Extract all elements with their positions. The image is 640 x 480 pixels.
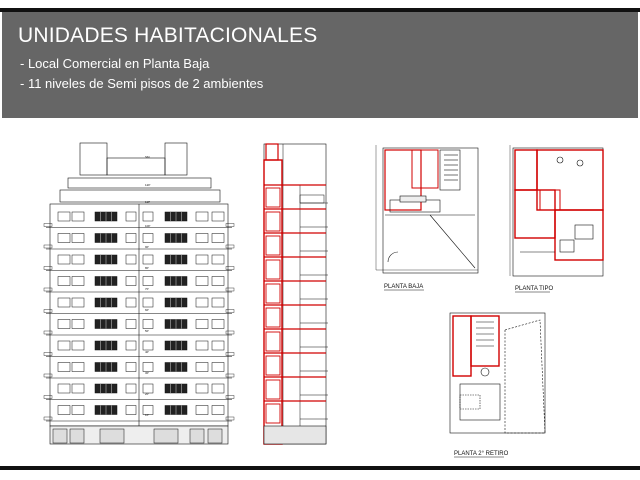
- window: [126, 341, 136, 350]
- window: [126, 255, 136, 264]
- window: [143, 234, 153, 243]
- window: [58, 341, 70, 350]
- ground-floor-plan: [376, 145, 478, 273]
- window: [58, 384, 70, 393]
- balcony: [44, 267, 52, 270]
- window: [72, 384, 84, 393]
- second-retreat-label: PLANTA 2° RETIRO: [454, 451, 509, 457]
- level-label: SM: [145, 155, 150, 159]
- section-stair-cell: [266, 212, 280, 231]
- window: [72, 277, 84, 286]
- front-elevation: [50, 143, 228, 444]
- window: [126, 277, 136, 286]
- window: [58, 255, 70, 264]
- balcony: [226, 353, 234, 356]
- window: [196, 363, 208, 372]
- window: [196, 406, 208, 415]
- level-label: 1P: [145, 413, 149, 417]
- window: [126, 406, 136, 415]
- typical-floor-plan: [510, 145, 603, 276]
- window: [126, 234, 136, 243]
- window: [126, 320, 136, 329]
- section-stair-cell: [266, 404, 280, 423]
- balcony: [226, 331, 234, 334]
- balcony: [226, 396, 234, 399]
- balcony: [226, 374, 234, 377]
- window: [212, 406, 224, 415]
- level-label: 12P: [145, 183, 151, 187]
- window: [212, 298, 224, 307]
- window: [58, 234, 70, 243]
- balcony: [44, 224, 52, 227]
- level-label: 4P: [145, 350, 149, 354]
- level-label: 3P: [145, 371, 149, 375]
- window: [212, 341, 224, 350]
- window: [212, 277, 224, 286]
- window: [212, 384, 224, 393]
- typical-floor-label: PLANTA TIPO: [515, 286, 554, 292]
- window: [212, 255, 224, 264]
- section-stair-cell: [266, 284, 280, 303]
- window: [196, 384, 208, 393]
- bullet-commercial: - Local Comercial en Planta Baja: [20, 56, 210, 71]
- window: [196, 341, 208, 350]
- window: [58, 298, 70, 307]
- level-label: 11P: [145, 200, 151, 204]
- window: [212, 234, 224, 243]
- window: [143, 320, 153, 329]
- window: [143, 212, 153, 221]
- section-stair-cell: [266, 308, 280, 327]
- window: [143, 255, 153, 264]
- window: [143, 298, 153, 307]
- section-stair-cell: [266, 188, 280, 207]
- window: [72, 298, 84, 307]
- window: [126, 212, 136, 221]
- page-title: UNIDADES HABITACIONALES: [18, 24, 318, 47]
- level-label: 7P: [145, 287, 149, 291]
- window: [72, 212, 84, 221]
- window: [72, 320, 84, 329]
- window: [72, 234, 84, 243]
- window: [126, 298, 136, 307]
- balcony: [44, 310, 52, 313]
- window: [58, 406, 70, 415]
- window: [196, 255, 208, 264]
- ground-floor-label: PLANTA BAJA: [384, 284, 424, 290]
- window: [212, 212, 224, 221]
- window: [72, 363, 84, 372]
- level-label: 9P: [145, 245, 149, 249]
- balcony: [226, 310, 234, 313]
- balcony: [44, 353, 52, 356]
- window: [72, 406, 84, 415]
- balcony: [44, 417, 52, 420]
- window: [58, 277, 70, 286]
- section-stair-cell: [266, 260, 280, 279]
- balcony: [226, 245, 234, 248]
- window: [58, 363, 70, 372]
- level-label: 5P: [145, 329, 149, 333]
- section-stair-cell: [266, 236, 280, 255]
- balcony: [226, 224, 234, 227]
- balcony: [44, 374, 52, 377]
- window: [196, 298, 208, 307]
- window: [126, 363, 136, 372]
- balcony: [44, 331, 52, 334]
- window: [196, 320, 208, 329]
- bullet-levels: - 11 niveles de Semi pisos de 2 ambientes: [20, 76, 264, 91]
- building-section: [264, 144, 328, 444]
- balcony: [44, 396, 52, 399]
- balcony: [226, 417, 234, 420]
- balcony: [44, 288, 52, 291]
- window: [196, 212, 208, 221]
- section-stair-cell: [266, 332, 280, 351]
- window: [196, 277, 208, 286]
- level-label: 8P: [145, 266, 149, 270]
- level-label: 2P: [145, 392, 149, 396]
- window: [143, 277, 153, 286]
- window: [58, 212, 70, 221]
- section-stair-cell: [266, 380, 280, 399]
- second-retreat-floor-plan: [450, 313, 545, 433]
- window: [126, 384, 136, 393]
- window: [72, 255, 84, 264]
- balcony: [226, 288, 234, 291]
- level-label: 6P: [145, 308, 149, 312]
- window: [72, 341, 84, 350]
- balcony: [44, 245, 52, 248]
- level-label: 10P: [145, 224, 151, 228]
- window: [196, 234, 208, 243]
- window: [212, 363, 224, 372]
- section-stair-cell: [266, 356, 280, 375]
- balcony: [226, 267, 234, 270]
- window: [143, 341, 153, 350]
- window: [58, 320, 70, 329]
- window: [212, 320, 224, 329]
